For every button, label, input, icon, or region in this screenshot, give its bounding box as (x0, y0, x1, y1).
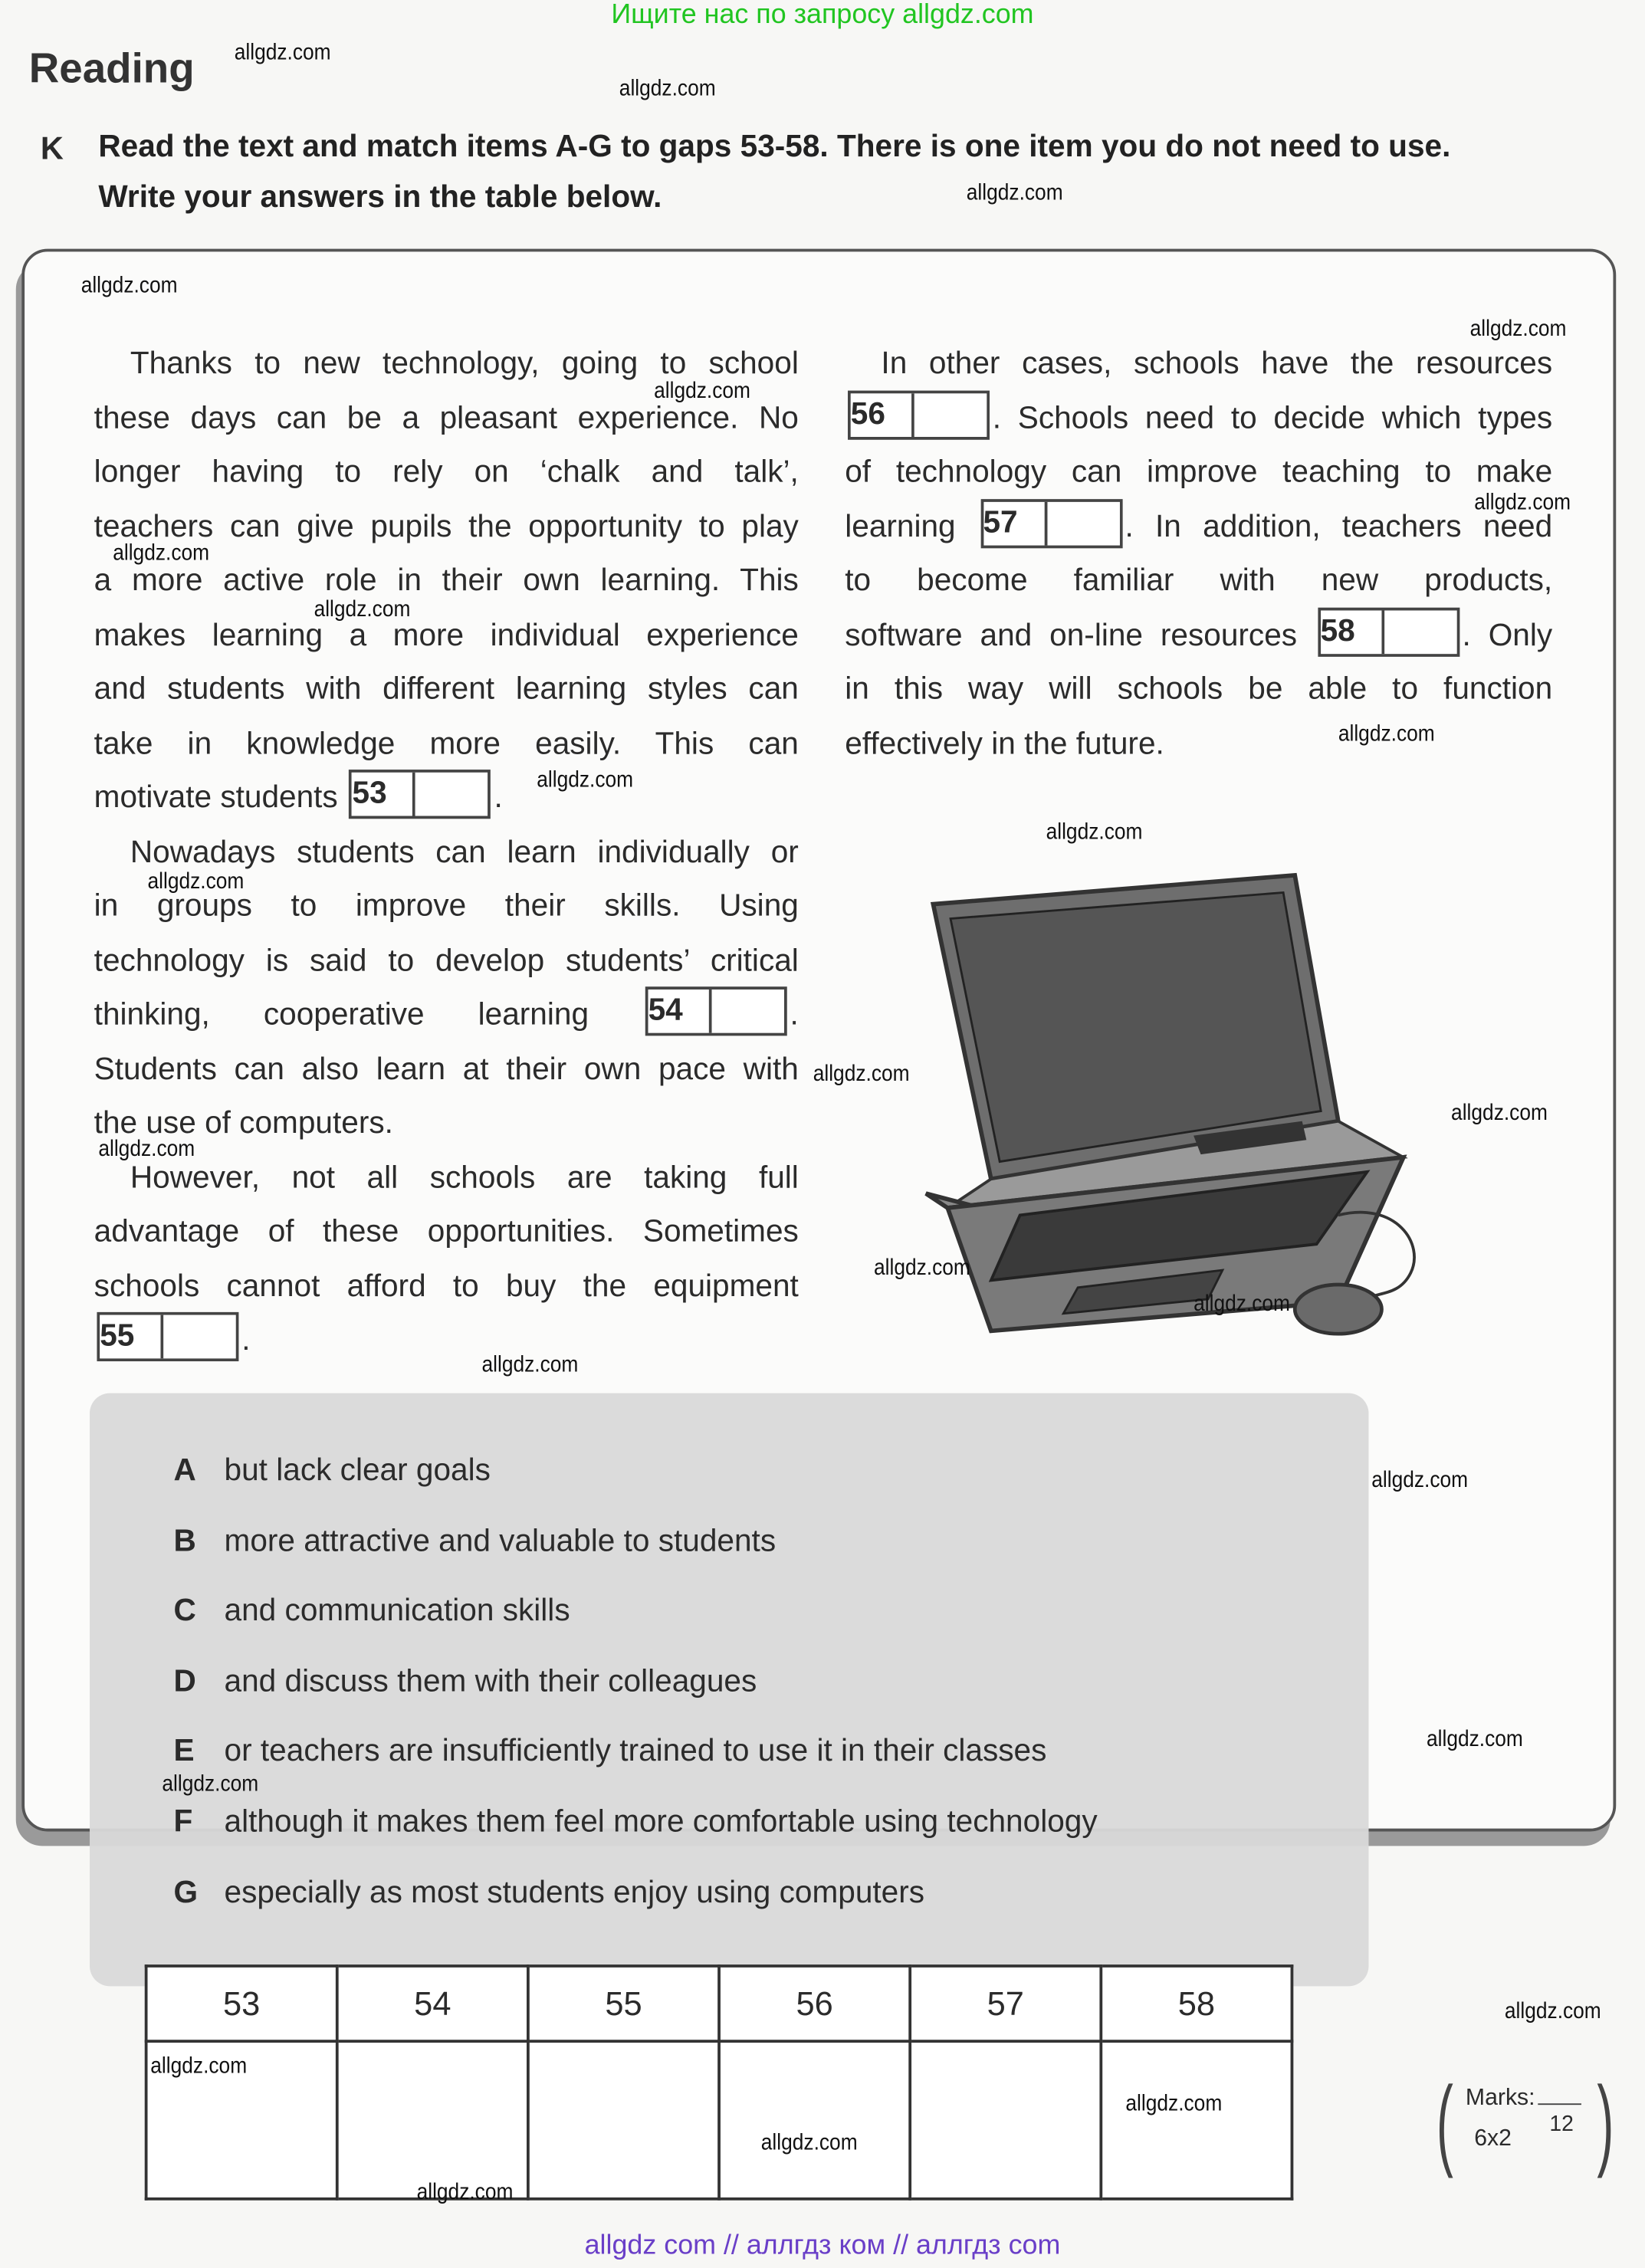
mouse-icon (1295, 1285, 1381, 1334)
text-segment: in groups to improve their skills. Using (94, 888, 799, 924)
gap-blank (914, 393, 987, 437)
option-letter: C (173, 1593, 196, 1628)
task-instruction-line-2: Write your answers in the table below. (98, 179, 662, 215)
task-instruction-line-1: Read the text and match items A-G to gaps 53-58. There is one item you do not need to use. (98, 128, 1451, 164)
text-segment: technology is said to develop students’ critical (94, 942, 799, 977)
watermark-text: allgdz.com (537, 768, 634, 793)
text-line (845, 717, 1552, 771)
text-segment: effectively in the future. (845, 725, 1164, 760)
gap-number: 53 (353, 773, 416, 816)
option-text: and discuss them with their colleagues (224, 1663, 757, 1699)
answer-cell-56[interactable] (719, 2041, 910, 2199)
watermark-text: allgdz.com (80, 273, 178, 298)
text-line (845, 609, 1552, 663)
answer-cell-57[interactable] (910, 2041, 1101, 2199)
watermark-text: allgdz.com (873, 1255, 970, 1281)
option-e (173, 1734, 1046, 1770)
text-segment: these days can be a pleasant experience. No (94, 399, 799, 435)
text-segment: software and on-line resources (845, 616, 1315, 652)
text-column-left (94, 337, 799, 1368)
footer-links[interactable]: allgdz com // аллгдз ком // аллгдз com (584, 2230, 1061, 2262)
watermark-text: allgdz.com (1451, 1101, 1548, 1126)
answer-cell-55[interactable] (528, 2041, 719, 2199)
text-line (94, 1314, 799, 1368)
option-letter: B (173, 1522, 196, 1557)
gap-number: 55 (100, 1315, 163, 1359)
text-line (845, 662, 1552, 717)
watermark-text: allgdz.com (162, 1772, 259, 1797)
watermark-text: allgdz.com (234, 40, 331, 65)
gap-number: 57 (983, 502, 1046, 546)
text-line (845, 445, 1552, 500)
marks-formula: 6x2 (1474, 2126, 1512, 2151)
answer-table (145, 1964, 1294, 2201)
gap-56-box (848, 390, 990, 439)
marks-box (1436, 2066, 1614, 2179)
option-text: but lack clear goals (224, 1452, 491, 1488)
text-segment: motivate students (94, 780, 347, 815)
watermark-text: allgdz.com (813, 1062, 910, 1087)
gap-number: 58 (1321, 610, 1384, 654)
text-segment: makes learning a more individual experience (94, 616, 799, 652)
option-letter: D (173, 1663, 196, 1699)
gap-53-box (350, 770, 491, 819)
text-segment: . (241, 1322, 251, 1357)
text-segment: . (790, 996, 799, 1032)
watermark-text: allgdz.com (966, 180, 1063, 206)
option-g (173, 1874, 924, 1910)
text-segment: the use of computers. (94, 1104, 393, 1141)
text-segment: take in knowledge more easily. This can (94, 725, 799, 760)
text-segment: teachers can give pupils the opportunity to play (94, 508, 799, 543)
watermark-text: allgdz.com (416, 2180, 514, 2205)
option-text: or teachers are insufficiently trained to use it in their classes (224, 1733, 1047, 1769)
watermark-text: allgdz.com (481, 1352, 579, 1377)
text-line (845, 337, 1552, 392)
text-segment: a more active role in their own learning. This (94, 563, 799, 598)
answer-header-55: 55 (528, 1966, 719, 2041)
text-segment: Students can also learn at their own pace with (94, 1051, 799, 1086)
text-line (94, 1259, 799, 1314)
text-segment: learning (845, 508, 977, 543)
option-text: although it makes them feel more comfortable using technology (224, 1804, 1098, 1839)
text-segment: . Only (1462, 616, 1553, 652)
watermark-text: allgdz.com (1194, 1292, 1290, 1317)
text-segment: Thanks to new technology, going to school (130, 346, 799, 381)
text-line (94, 609, 799, 663)
right-parenthesis: ) (1596, 2066, 1614, 2179)
text-line (94, 445, 799, 500)
gap-58-box (1318, 607, 1459, 656)
text-segment: to become familiar with new products, (845, 563, 1553, 598)
text-column-right (845, 337, 1552, 771)
text-segment: and students with different learning styles can (94, 671, 799, 707)
answer-header-57: 57 (910, 1966, 1101, 2041)
option-d (173, 1663, 757, 1699)
text-line (94, 771, 799, 825)
answer-cell-58[interactable] (1101, 2041, 1292, 2199)
option-text: especially as most students enjoy using computers (224, 1874, 925, 1909)
text-segment: . In addition, teachers need (1125, 508, 1553, 543)
option-letter: F (173, 1804, 193, 1839)
answer-header-56: 56 (719, 1966, 910, 2041)
watermark-text: allgdz.com (1426, 1727, 1523, 1752)
gap-57-box (980, 499, 1122, 548)
text-line (94, 934, 799, 988)
watermark-text: allgdz.com (147, 869, 245, 894)
text-segment: However, not all schools are taking full (130, 1159, 799, 1195)
watermark-text: allgdz.com (98, 1137, 195, 1162)
marks-label: Marks: (1465, 2086, 1535, 2111)
search-hint-banner: Ищите нас по запросу allgdz.com (611, 0, 1034, 31)
watermark-text: allgdz.com (619, 77, 716, 102)
watermark-text: allgdz.com (1469, 317, 1567, 342)
watermark-text: allgdz.com (1338, 721, 1435, 747)
text-segment: in this way will schools be able to function (845, 671, 1553, 707)
gap-55-box (97, 1312, 238, 1361)
option-b (173, 1523, 776, 1559)
gap-blank (1384, 610, 1456, 654)
text-segment: In other cases, schools have the resources (881, 346, 1553, 381)
left-parenthesis: ( (1436, 2066, 1453, 2179)
answer-header-58: 58 (1101, 1966, 1292, 2041)
watermark-text: allgdz.com (150, 2054, 248, 2079)
gap-blank (712, 990, 784, 1034)
marks-total: 12 (1549, 2112, 1574, 2137)
text-line (94, 1150, 799, 1205)
watermark-text: allgdz.com (654, 379, 750, 404)
text-segment: of technology can improve teaching to make (845, 454, 1553, 489)
watermark-text: allgdz.com (113, 540, 210, 566)
section-title: Reading (28, 46, 195, 93)
answer-cell-54[interactable] (337, 2041, 528, 2199)
watermark-text: allgdz.com (1371, 1468, 1469, 1493)
text-segment: . Schools need to decide which types (992, 399, 1553, 435)
text-line (845, 500, 1552, 554)
option-letter: E (173, 1733, 195, 1769)
marks-blank-line (1538, 2103, 1581, 2105)
gap-blank (416, 773, 488, 816)
watermark-text: allgdz.com (314, 597, 411, 622)
text-segment: advantage of these opportunities. Sometimes (94, 1213, 799, 1249)
watermark-text: allgdz.com (1125, 2092, 1223, 2117)
text-line (845, 392, 1552, 446)
text-segment: Nowadays students can learn individually or (130, 834, 799, 869)
text-line (94, 717, 799, 771)
text-line (94, 662, 799, 717)
answer-header-54: 54 (337, 1966, 528, 2041)
option-a (173, 1452, 490, 1488)
option-text: more attractive and valuable to students (224, 1522, 777, 1557)
watermark-text: allgdz.com (1504, 1999, 1601, 2024)
text-line (845, 554, 1552, 609)
option-letter: G (173, 1874, 199, 1909)
text-segment: schools cannot afford to buy the equipment (94, 1268, 799, 1303)
gap-number: 56 (851, 393, 914, 437)
watermark-text: allgdz.com (1474, 490, 1571, 515)
gap-54-box (645, 987, 787, 1036)
text-segment: longer having to rely on ‘chalk and talk’, (94, 454, 799, 489)
laptop-illustration (905, 868, 1454, 1345)
gap-number: 54 (648, 990, 712, 1034)
option-f (173, 1804, 1097, 1840)
watermark-text: allgdz.com (1046, 820, 1143, 845)
option-c (173, 1593, 570, 1629)
watermark-text: allgdz.com (760, 2131, 858, 2156)
answer-header-53: 53 (146, 1966, 337, 2041)
text-line (94, 1042, 799, 1097)
option-text: and communication skills (224, 1593, 570, 1628)
gap-blank (163, 1315, 235, 1359)
text-segment: thinking, cooperative learning (94, 996, 643, 1032)
task-letter: K (40, 130, 64, 167)
option-letter: A (173, 1452, 196, 1488)
gap-blank (1047, 502, 1119, 546)
text-segment: . (494, 780, 503, 815)
text-line (94, 1097, 799, 1151)
text-line (94, 988, 799, 1042)
text-line (94, 1205, 799, 1259)
